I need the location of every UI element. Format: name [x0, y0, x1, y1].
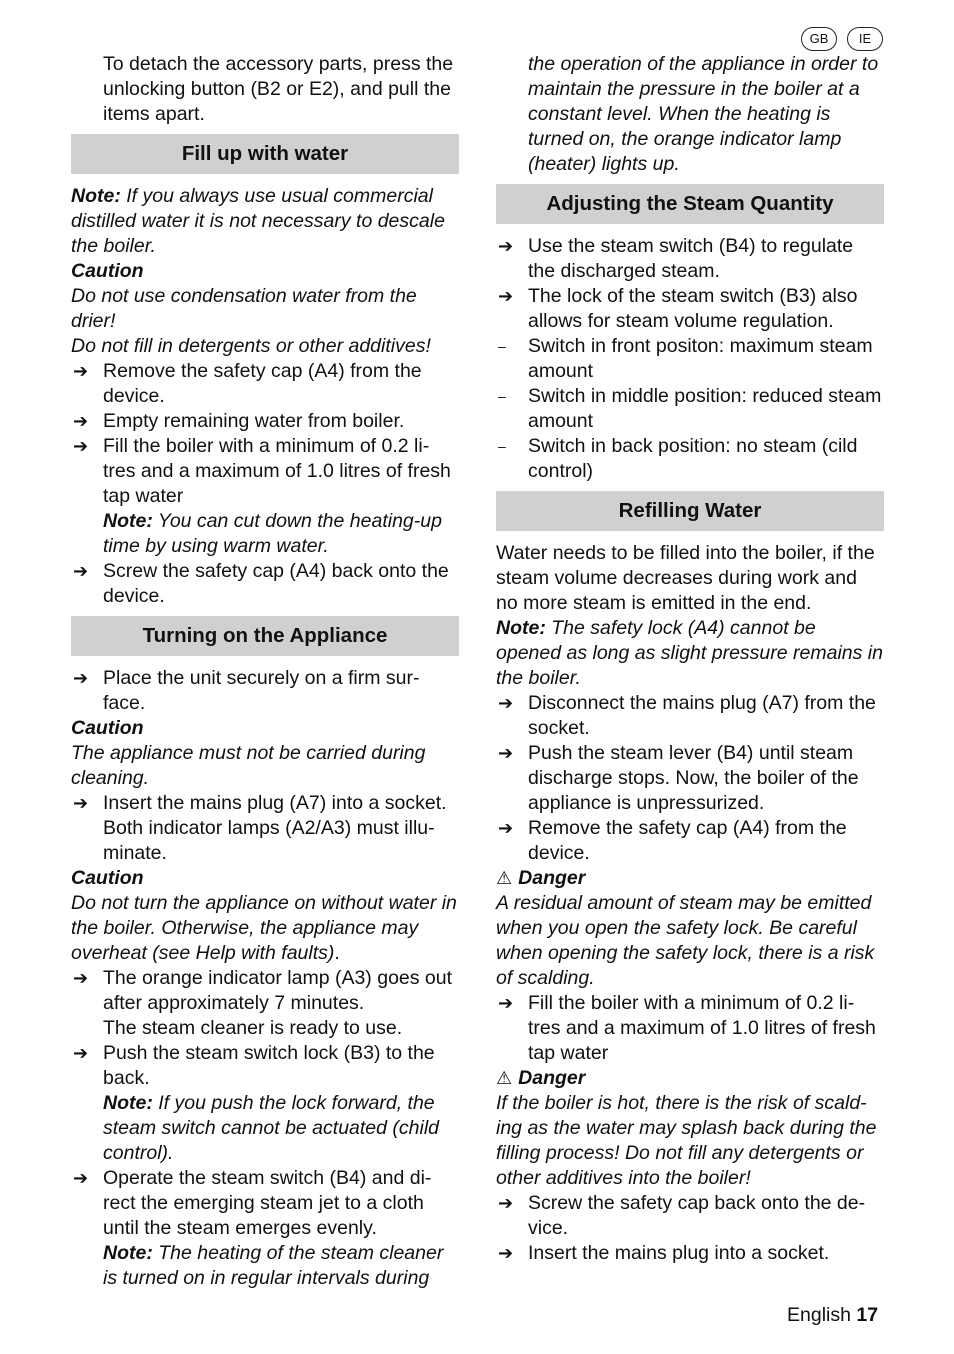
step-item: ➔ Disconnect the mains plug (A7) from the socket. [496, 691, 884, 741]
dash-item: – Switch in front positon: maximum steam amount [496, 334, 884, 384]
refill-intro: Water needs to be filled into the boiler, if the steam volume decreases during work and no more steam is emitted in the end. [496, 542, 875, 614]
note-text: If you push the lock forward, the steam switch cannot be actuated (child control). [103, 1092, 440, 1164]
dash-item: – Switch in middle position: reduced steam amount [496, 384, 884, 434]
page-footer [787, 1303, 878, 1328]
step-item: ➔ Remove the safety cap (A4) from the device. [71, 359, 459, 409]
step-item: ➔ Remove the safety cap (A4) from the device. [496, 816, 884, 866]
dash-item: – Switch in back position: no steam (cild control) [496, 434, 884, 484]
step-item: ➔ Screw the safety cap (A4) back onto the device. [71, 559, 459, 609]
caution-text-end: . [334, 942, 340, 964]
heading-adjusting-steam: Adjusting the Steam Quantity [496, 184, 884, 224]
step-item: ➔ Insert the mains plug (A7) into a socket. Both indicator lamps (A2/A3) must illu-minate. [71, 791, 459, 866]
note-text: The heating of the steam cleaner is turned on in regular intervals during [103, 1242, 444, 1289]
right-column [496, 52, 884, 1266]
step-item: ➔ The orange indicator lamp (A3) goes out after approximately 7 minutes. [71, 966, 459, 1016]
heading-fill-up-with-water: Fill up with water [71, 134, 459, 174]
danger-label: Danger [518, 867, 586, 889]
note-label: Note: [103, 1092, 153, 1114]
footer-language: English [787, 1304, 851, 1326]
caution-text-italic: Do not turn the appliance on without water in the boiler. Otherwise, the appliance may overheat (see Help with faults) [71, 892, 457, 964]
language-badges [801, 25, 893, 51]
danger-label: Danger [518, 1067, 586, 1089]
heading-turning-on: Turning on the Appliance [71, 616, 459, 656]
warning-triangle-icon: ⚠ [496, 1068, 513, 1089]
note-label: Note: [103, 510, 153, 532]
note-text: You can cut down the heating-up time by using warm water. [103, 510, 442, 557]
badge-ie: IE [847, 27, 883, 51]
step-item: ➔ The lock of the steam switch (B3) also allows for steam volume regulation. [496, 284, 884, 334]
refill-note [496, 616, 884, 691]
step-item: ➔ Push the steam switch lock (B3) to the back. [71, 1041, 459, 1091]
step-item: ➔ Use the steam switch (B4) to regulate the discharged steam. [496, 234, 884, 284]
step-note [71, 1091, 459, 1166]
warning-triangle-icon: ⚠ [496, 868, 513, 889]
step-item: ➔ Place the unit securely on a firm sur-face. [71, 666, 459, 716]
intro-text: To detach the accessory parts, press the unlocking button (B2 or E2), and pull the items apart. [103, 53, 454, 125]
caution-text: The appliance must not be carried during cleaning. [71, 742, 426, 789]
danger-heading [496, 866, 884, 891]
caution-text: Do not fill in detergents or other additives! [71, 335, 431, 357]
note-label: Note: [103, 1242, 153, 1264]
step-item: ➔ Empty remaining water from boiler. [71, 409, 459, 434]
danger-text: A residual amount of steam may be emitted when you open the safety lock. Be careful when opening the safety lock, there is a risk of scalding. [496, 892, 875, 989]
page-number: 17 [856, 1304, 879, 1326]
step-note [71, 1241, 459, 1291]
note-label: Note: [496, 617, 546, 639]
step-continuation: The steam cleaner is ready to use. [103, 1017, 403, 1039]
caution-label: Caution [71, 717, 144, 739]
fill-note [71, 184, 459, 259]
step-note [71, 509, 459, 559]
continued-note: the operation of the appliance in order to maintain the pressure in the boiler at a constant level. When the heating is turned on, the orange indicator lamp (heater) lights up. [528, 53, 879, 175]
note-text: The safety lock (A4) cannot be opened as long as slight pressure remains in the boiler. [496, 617, 883, 689]
step-item: ➔ Fill the boiler with a minimum of 0.2 li-tres and a maximum of 1.0 litres of fresh tap water [71, 434, 459, 509]
step-item: ➔ Insert the mains plug into a socket. [496, 1241, 884, 1266]
step-item: ➔ Operate the steam switch (B4) and di-rect the emerging steam jet to a cloth until the steam emerges evenly. [71, 1166, 459, 1241]
caution-label: Caution [71, 260, 144, 282]
danger-text: If the boiler is hot, there is the risk of scald-ing as the water may splash back during the filling process! Do not fill any detergents or other additives into the boiler! [496, 1092, 877, 1189]
caution-text: Do not use condensation water from the drier! [71, 285, 417, 332]
heading-refilling-water: Refilling Water [496, 491, 884, 531]
step-item: ➔ Fill the boiler with a minimum of 0.2 li-tres and a maximum of 1.0 litres of fresh tap water [496, 991, 884, 1066]
left-column [71, 52, 459, 1291]
danger-heading [496, 1066, 884, 1091]
note-label: Note: [71, 185, 121, 207]
step-item: ➔ Push the steam lever (B4) until steam discharge stops. Now, the boiler of the appliance is unpressurized. [496, 741, 884, 816]
badge-gb: GB [801, 27, 837, 51]
step-item: ➔ Screw the safety cap back onto the de-vice. [496, 1191, 884, 1241]
caution-text [71, 891, 459, 966]
note-text: If you always use usual commercial distilled water it is not necessary to descale the boiler. [71, 185, 445, 257]
caution-label: Caution [71, 867, 144, 889]
